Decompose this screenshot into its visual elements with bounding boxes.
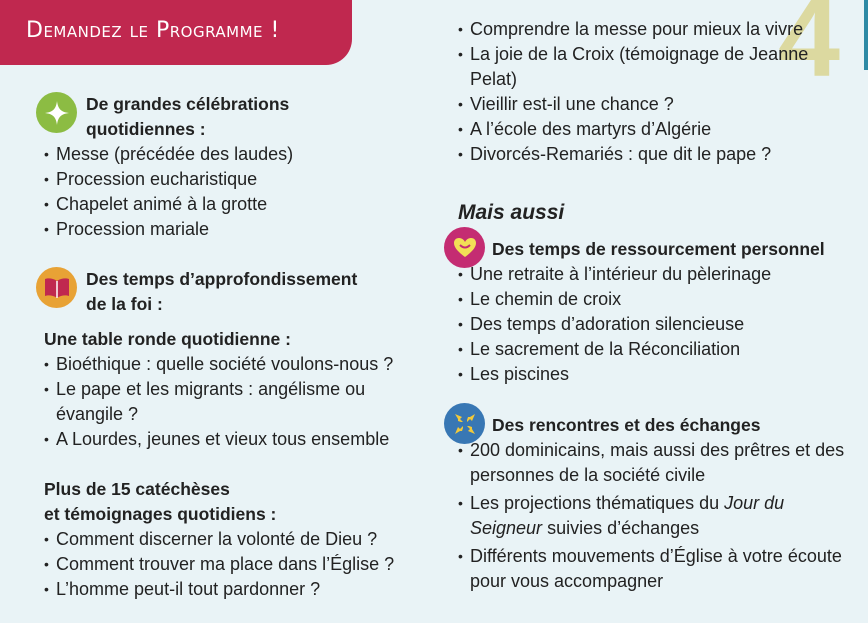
list-item xyxy=(458,491,854,541)
celebrations-list xyxy=(44,142,436,242)
list-item: • Procession mariale xyxy=(44,217,436,242)
list-item: • Comment trouver ma place dans l’Église ? xyxy=(44,552,436,577)
rencontres-list xyxy=(458,438,854,594)
list-item: • Le sacrement de la Réconciliation xyxy=(458,337,858,362)
approfondissement-title-2: de la foi : xyxy=(86,294,163,314)
celebrations-title-1: De grandes célébrations xyxy=(86,94,290,114)
banner-title: Demandez le Programme ! xyxy=(26,18,280,43)
rencontres-title: Des rencontres et des échanges xyxy=(492,415,761,435)
sparkle-icon xyxy=(36,92,77,133)
ressourcement-title: Des temps de ressourcement personnel xyxy=(492,239,825,259)
section-approfondissement-title xyxy=(36,267,436,317)
list-item: • Chapelet animé à la grotte xyxy=(44,192,436,217)
program-banner xyxy=(0,0,352,65)
catecheses-title-2: et témoignages quotidiens : xyxy=(44,504,277,524)
book-icon xyxy=(36,267,77,308)
list-item: • Bioéthique : quelle société voulons-nous ? xyxy=(44,352,436,377)
list-item: • La joie de la Croix (témoignage de Jeanne Pelat) xyxy=(458,42,848,92)
catecheses-list-right xyxy=(458,17,848,167)
list-item: • Une retraite à l’intérieur du pèlerinage xyxy=(458,262,858,287)
section-celebrations-title xyxy=(36,92,436,142)
item2-italic: Jour du Seigneur xyxy=(470,493,785,538)
list-item: • Des temps d’adoration silencieuse xyxy=(458,312,858,337)
list-item: • 200 dominicains, mais aussi des prêtres et des personnes de la société civile xyxy=(458,438,854,488)
page-number: 4 xyxy=(777,0,840,100)
section-rencontres-title xyxy=(458,413,858,438)
approfondissement-title-1: Des temps d’approfondissement xyxy=(86,269,358,289)
list-item: • A Lourdes, jeunes et vieux tous ensemble xyxy=(44,427,436,452)
item2-text: Les projections thématiques du xyxy=(470,493,725,513)
list-item: • A l’école des martyrs d’Algérie xyxy=(458,117,848,142)
list-item: • Divorcés-Remariés : que dit le pape ? xyxy=(458,142,848,167)
celebrations-title-2: quotidiennes : xyxy=(86,119,206,139)
mais-aussi-heading: Mais aussi xyxy=(458,201,565,224)
list-item: • Le chemin de croix xyxy=(458,287,858,312)
catecheses-list-left xyxy=(44,527,436,602)
section-ressourcement-title xyxy=(458,237,858,262)
list-item: • Le pape et les migrants : angélisme ou évangile ? xyxy=(44,377,416,427)
item2-text-after: suivies d’échanges xyxy=(542,518,700,538)
catecheses-title-1: Plus de 15 catéchèses xyxy=(44,479,230,499)
list-item: • Vieillir est-il une chance ? xyxy=(458,92,848,117)
edge-bar xyxy=(864,0,868,70)
ressourcement-list xyxy=(458,262,858,387)
list-item: • Comment discerner la volonté de Dieu ? xyxy=(44,527,436,552)
right-column xyxy=(458,17,858,594)
list-item: • Les piscines xyxy=(458,362,858,387)
left-column xyxy=(36,92,436,602)
list-item: • L’homme peut-il tout pardonner ? xyxy=(44,577,436,602)
list-item: • Différents mouvements d’Église à votre écoute pour vous accompagner xyxy=(458,544,854,594)
list-item: • Messe (précédée des laudes) xyxy=(44,142,436,167)
list-item: • Procession eucharistique xyxy=(44,167,436,192)
table-ronde-title: Une table ronde quotidienne : xyxy=(44,329,291,349)
list-item: • Comprendre la messe pour mieux la vivre xyxy=(458,17,848,42)
table-ronde-list xyxy=(44,352,436,452)
